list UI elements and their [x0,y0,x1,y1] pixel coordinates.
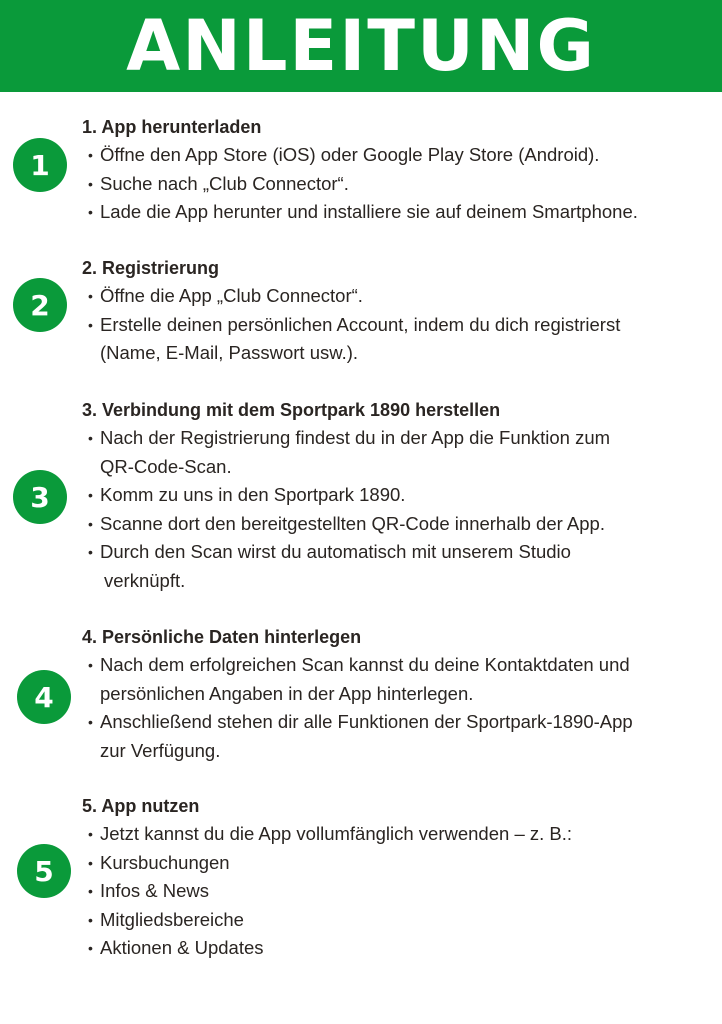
bullet-item: • Infos & News [82,877,572,906]
step-number-badge: 3 [13,470,67,524]
bullet-continuation: QR-Code-Scan. [100,455,232,477]
step-section [82,254,620,368]
step-number-badge: 2 [13,278,67,332]
step-heading: 3. Verbindung mit dem Sportpark 1890 herstellen [82,400,501,420]
step-section [82,396,610,595]
step-number-badge: 5 [17,844,71,898]
step-section [82,623,633,765]
bullet-continuation: zur Verfügung. [100,739,221,761]
page-title: ANLEITUNG [126,5,596,87]
bullet-item: • Lade die App herunter und installiere sie auf deinem Smartphone. [82,198,638,227]
bullet-item: • Erstelle deinen persönlichen Account, indem du dich registrierst [82,311,620,340]
bullet-item: • Mitgliedsbereiche [82,906,572,935]
bullet-continuation: persönlichen Angaben in der App hinterlegen. [100,682,474,704]
step-heading: 2. Registrierung [82,258,220,278]
bullet-continuation: (Name, E-Mail, Passwort usw.). [100,342,359,363]
step-number-badge: 4 [17,670,71,724]
bullet-item: • Scanne dort den bereitgestellten QR-Code innerhalb der App. [82,510,610,539]
step-number-badge: 1 [13,138,67,192]
bullet-item: • Öffne den App Store (iOS) oder Google Play Store (Android). [82,141,638,170]
bullet-item: • Öffne die App „Club Connector“. [82,282,620,311]
bullet-item: • Kursbuchungen [82,849,572,878]
bullet-item: • Komm zu uns in den Sportpark 1890. [82,481,610,510]
bullet-continuation: verknüpft. [104,569,186,591]
bullet-item: • Suche nach „Club Connector“. [82,170,638,199]
bullet-item: • Anschließend stehen dir alle Funktionen der Sportpark-1890-App [82,708,633,737]
step-section [82,113,638,227]
bullet-item: • Durch den Scan wirst du automatisch mit unserem Studio [82,538,610,567]
bullet-item: • Aktionen & Updates [82,934,572,963]
step-heading: 4. Persönliche Daten hinterlegen [82,627,362,647]
step-heading: 5. App nutzen [82,796,200,816]
bullet-item: • Jetzt kannst du die App vollumfänglich verwenden – z. B.: [82,820,572,849]
step-section [82,792,572,963]
step-heading: 1. App herunterladen [82,117,262,137]
header-banner [0,0,722,92]
bullet-item: • Nach der Registrierung findest du in der App die Funktion zum [82,424,610,453]
bullet-item: • Nach dem erfolgreichen Scan kannst du deine Kontaktdaten und [82,651,633,680]
